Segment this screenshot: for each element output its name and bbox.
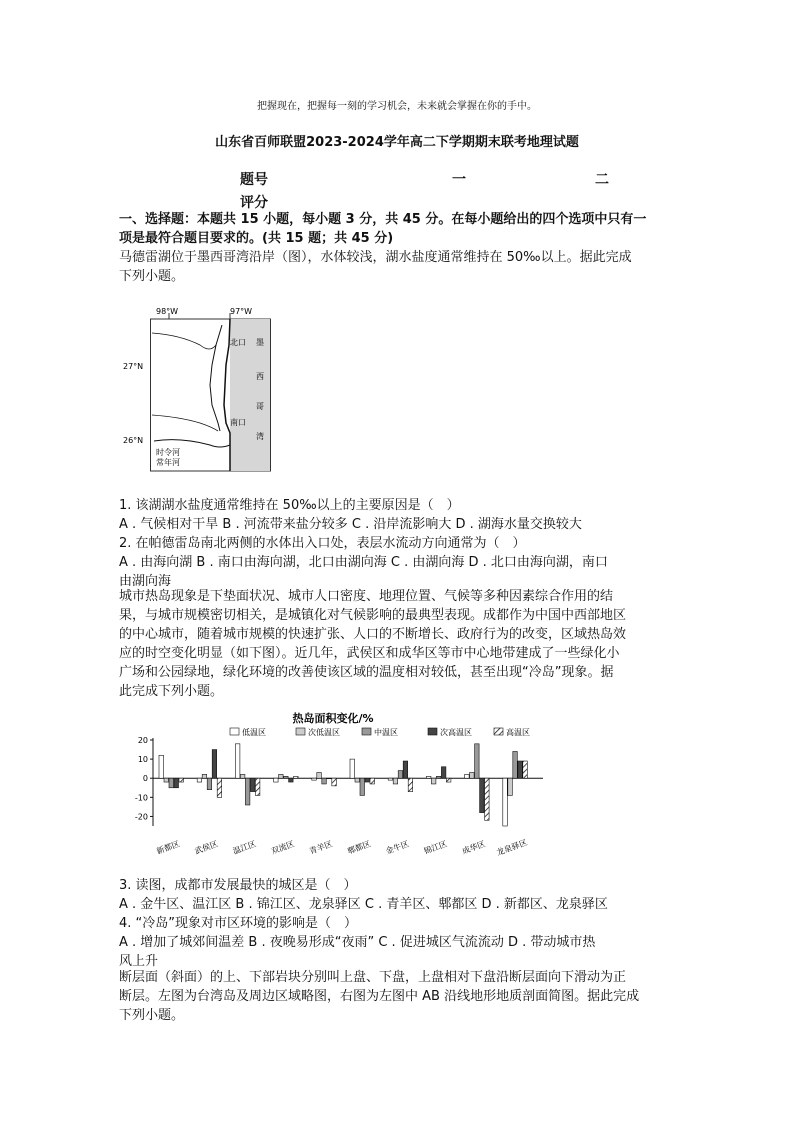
bar [312,778,317,780]
label-north-inlet: 北口 [230,338,246,347]
passage3-line2: 断层。左图为台湾岛及周边区域略图，右图为左图中 AB 沿线地形地质剖面简图。据此完成 [119,989,640,1004]
legend-label: 次高温区 [440,728,472,737]
bar [441,767,446,778]
bar [284,776,289,778]
bar [174,778,179,788]
legend-swatch [230,728,239,735]
bar [365,778,370,782]
question-1-options: A . 气候相对干旱 B . 河流带来盐分较多 C . 沿岸流影响大 D . 湖海水量交换较大 [119,517,582,532]
bar [518,761,523,778]
bar [179,778,184,782]
bar [159,755,164,778]
bar [436,776,441,778]
bar [289,778,294,782]
bar [403,761,408,778]
passage1-line2: 下列小题。 [119,269,185,284]
passage2-line5: 广场和公园绿地，绿化环境的改善使该区域的温度相对较低，甚至出现“冷岛”现象。据 [119,665,614,680]
lon-label-left: 98°W [156,307,179,316]
passage1-line1: 马德雷湖位于墨西哥湾沿岸（图），水体较浅，湖水盐度通常维持在 50‰以上。据此完成 [119,250,632,265]
question-4-options: A . 增加了城郊间温差 B . 夜晚易形成“夜雨” C . 促进城区气流流动 D . 带动城市热 [119,935,596,950]
question-1: 1. 该湖湖水盐度通常维持在 50‰以上的主要原因是（ ） [119,498,460,513]
bar [480,778,485,812]
bar [274,778,279,782]
bar [388,778,393,780]
bar [508,778,513,795]
legend-swatch [296,728,305,735]
category-label: 龙泉驿区 [495,837,529,858]
bar [207,778,212,789]
bar [431,778,436,784]
bar [322,778,327,784]
bar [370,778,375,784]
bar [475,744,480,778]
category-label: 锦江区 [422,839,449,856]
chart-title: 热岛面积变化/% [292,712,374,725]
score-row-label: 评分 [240,195,268,211]
score-table-header [240,169,640,189]
chart-legend [230,727,530,737]
y-tick-label: 10 [137,755,148,765]
question-4-options-cont: 风上升 [119,954,159,969]
legend-label: 次低温区 [308,728,340,737]
bar [465,774,470,778]
score-col-2: 二 [595,172,609,188]
section-heading-line2: 项是最符合题目要求的。(共 15 题；共 45 分) [119,231,394,246]
label-gulf-2: 西 [256,372,264,381]
category-label: 郫都区 [346,839,372,856]
y-tick-label: 0 [142,774,148,784]
lat-label-top: 27°N [123,362,144,371]
legend-label: 低温区 [242,728,266,737]
label-south-inlet: 南口 [230,418,246,427]
bar [294,776,299,778]
category-label: 双流区 [269,839,296,856]
lon-label-right: 97°W [230,307,253,316]
bar [202,774,207,778]
legend-label: 中温区 [374,728,398,737]
bar [513,751,518,778]
bar [217,778,222,797]
legend-swatch [428,728,437,735]
passage2-line3: 的中心城市，随着城市规模的快速扩张、人口的不断增长、政府行为的改变，区域热岛效 [119,627,627,642]
chart-bars [159,744,527,826]
y-tick-label: -10 [134,793,148,803]
passage2-line6: 此完成下列小题。 [119,684,224,699]
legend-swatch [362,728,371,735]
bar [350,759,355,778]
bar [240,774,245,778]
category-label: 青羊区 [308,839,334,856]
heat-island-chart [118,708,548,858]
section-heading-line1: 一、选择题：本题共 15 小题，每小题 3 分，共 45 分。在每小题给出的四个选项中只有一 [119,212,647,227]
bar [332,778,337,786]
score-col-label: 题号 [240,172,268,188]
bar [426,776,431,778]
bar [446,778,451,782]
question-4: 4. “冷岛”现象对市区环境的影响是（ ） [119,916,358,931]
label-gulf-1: 墨 [256,338,264,347]
label-gulf-3: 哥 [256,402,264,411]
bar [408,778,413,791]
bar [398,771,403,779]
legend-perennial: 常年河 [156,458,180,467]
category-label: 温江区 [231,839,258,856]
bar [355,778,360,782]
passage3-line3: 下列小题。 [119,1008,185,1023]
question-2: 2. 在帕德雷岛南北两侧的水体出入口处，表层水流动方向通常为（ ） [119,536,526,551]
bar [245,778,250,805]
header-motto: 把握现在，把握每一刻的学习机会，未来就会掌握在你的手中。 [257,101,537,112]
category-label: 金牛区 [384,839,411,856]
legend-label: 高温区 [506,728,530,737]
bar [212,750,217,779]
bar [164,778,169,782]
lat-label-bottom: 26°N [123,436,144,445]
bar [255,778,260,795]
chart-category-labels [155,837,529,857]
question-2-options-cont: 由湖向海 [119,574,172,589]
category-label: 武侯区 [193,839,220,856]
label-gulf-4: 湾 [256,432,264,441]
y-tick-label: 20 [137,736,148,745]
passage2-line2: 果，与城市规模密切相关，是城镇化对气候影响的最典型表现。成都作为中国中西部地区 [119,608,627,623]
bar [503,778,508,826]
question-3: 3. 读图，成都市发展最快的城区是（ ） [119,878,357,893]
laguna-madre-map [123,305,285,477]
bar [470,772,475,778]
bar [235,744,240,778]
category-label: 成华区 [460,839,487,856]
exam-title: 山东省百师联盟2023-2024学年高二下学期期末联考地理试题 [215,135,579,150]
bar [169,778,174,788]
passage2-line1: 城市热岛现象是下垫面状况、城市人口密度、地理位置、气候等多种因素综合作用的结 [119,589,614,604]
bar [197,778,202,782]
bar [360,778,365,795]
passage2-line4: 应的时空变化明显（如下图）。近几年，武侯区和成华区等市中心地带建成了一些绿化小 [119,646,620,661]
bar [393,778,398,784]
question-3-options: A . 金牛区、温江区 B . 锦江区、龙泉驿区 C . 青羊区、郫都区 D . 新都区、龙泉驿区 [119,897,608,912]
question-2-options: A . 由海向湖 B . 南口由海向湖，北口由湖向海 C . 由湖向海 D . 北口由海向湖，南口 [119,555,608,570]
category-label: 新都区 [155,839,181,856]
bar [327,778,332,779]
legend-swatch [494,728,503,735]
bar [485,778,490,820]
bar [317,772,322,778]
bar [250,778,255,791]
bar [523,761,528,778]
y-tick-label: -20 [134,812,148,822]
score-col-1: 一 [452,172,466,188]
bar [279,774,284,778]
legend-intermittent: 时令河 [156,448,180,457]
passage3-line1: 断层面（斜面）的上、下部岩块分别叫上盘、下盘，上盘相对下盘沿断层面向下滑动为正 [119,970,627,985]
